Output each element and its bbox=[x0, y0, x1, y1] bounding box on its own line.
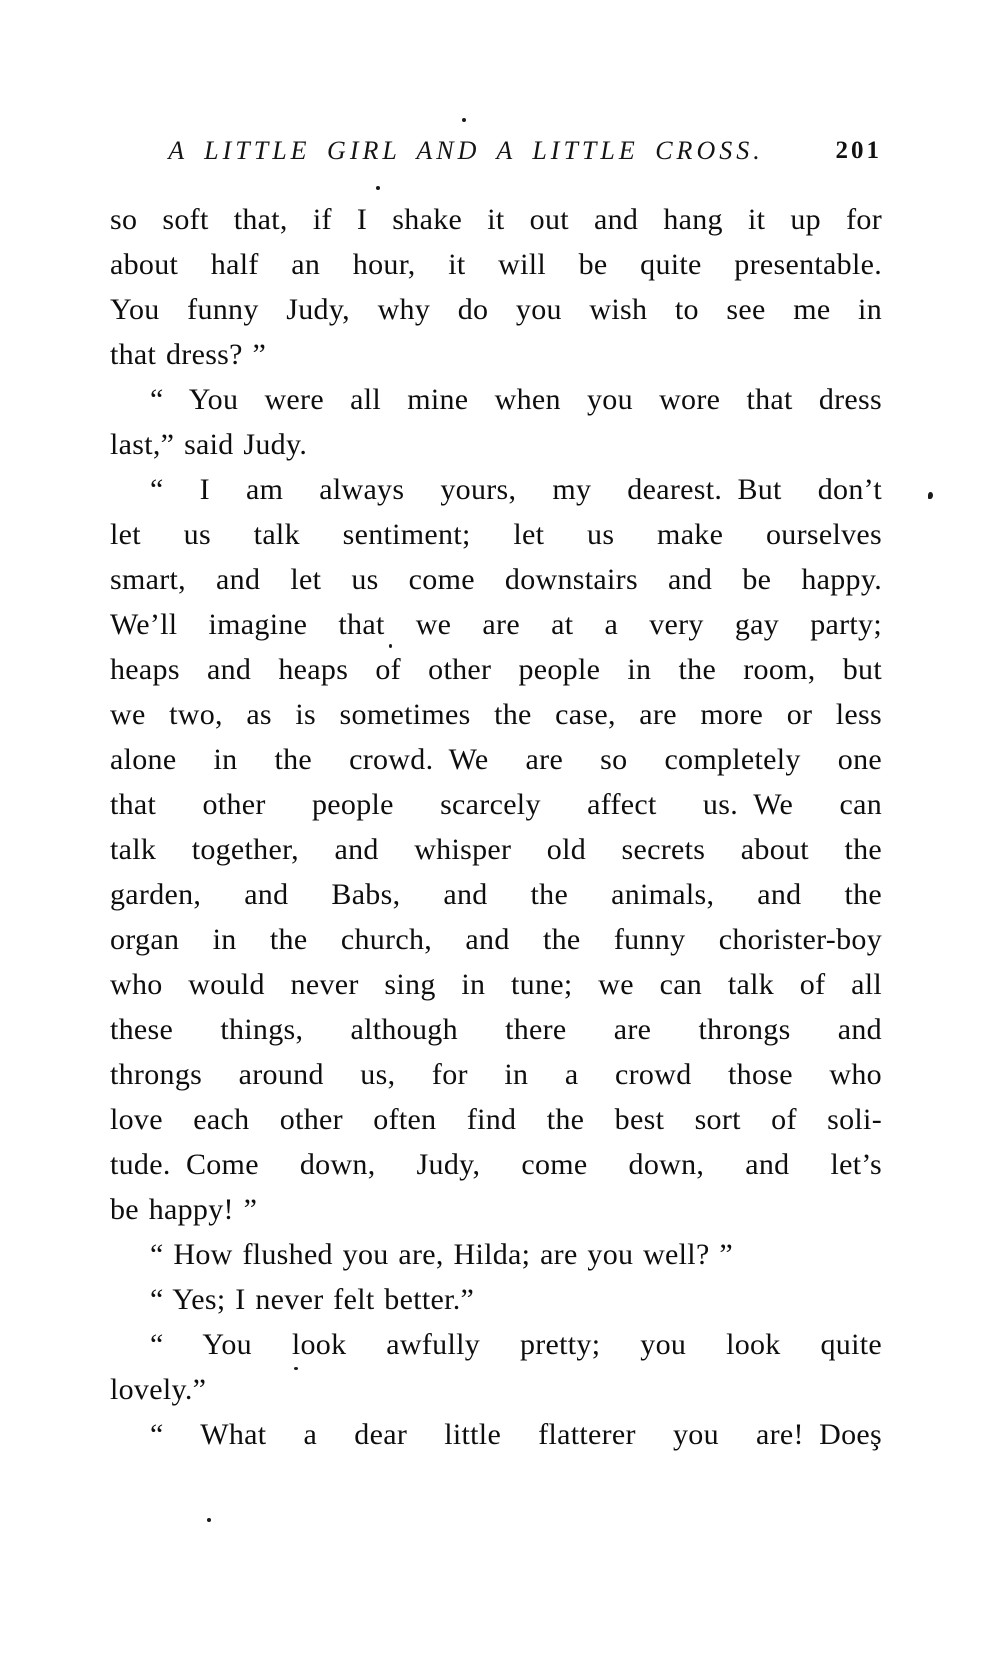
running-title: A LITTLE GIRL AND A LITTLE CROSS. bbox=[168, 136, 764, 165]
text-line: we two, as is sometimes the case, are more or less bbox=[110, 698, 882, 731]
text-line: that other people scarcely affect us. We can bbox=[110, 788, 882, 821]
ink-speck bbox=[207, 1518, 211, 1522]
text-line: lovely.” bbox=[110, 1373, 207, 1406]
page-number: 201 bbox=[835, 137, 882, 164]
text-line: last,” said Judy. bbox=[110, 428, 308, 461]
text-line: about half an hour, it will be quite presentable. bbox=[110, 248, 882, 281]
text-line: “ What a dear little flatterer you are! Doeş bbox=[150, 1418, 882, 1451]
body-text bbox=[110, 197, 882, 1457]
ink-speck bbox=[462, 118, 466, 122]
text-line: smart, and let us come downstairs and be happy. bbox=[110, 563, 882, 596]
ink-speck bbox=[294, 1367, 298, 1370]
text-line: talk together, and whisper old secrets about the bbox=[110, 833, 882, 866]
text-line: let us talk sentiment; let us make ourselves bbox=[110, 518, 882, 551]
text-line: these things, although there are throngs and bbox=[110, 1013, 882, 1046]
text-line: who would never sing in tune; we can talk of all bbox=[110, 968, 882, 1001]
text-line: “ I am always yours, my dearest. But don’t bbox=[150, 473, 882, 506]
text-line: You funny Judy, why do you wish to see me in bbox=[110, 293, 882, 326]
text-line: throngs around us, for in a crowd those who bbox=[110, 1058, 882, 1091]
text-line: “ Yes; I never felt better.” bbox=[150, 1283, 475, 1316]
text-line: organ in the church, and the funny chorister-boy bbox=[110, 923, 882, 956]
text-line: so soft that, if I shake it out and hang it up for bbox=[110, 203, 882, 236]
running-header bbox=[110, 136, 882, 176]
text-line: love each other often find the best sort of soli- bbox=[110, 1103, 882, 1136]
ink-speck bbox=[389, 644, 392, 648]
ink-speck bbox=[928, 492, 933, 499]
text-line: “ You look awfully pretty; you look quite bbox=[150, 1328, 882, 1361]
text-line: heaps and heaps of other people in the room, but bbox=[110, 653, 882, 686]
text-line: that dress? ” bbox=[110, 338, 267, 371]
text-line: alone in the crowd. We are so completely one bbox=[110, 743, 882, 776]
text-line: “ You were all mine when you wore that dress bbox=[150, 383, 882, 416]
text-line: tude. Come down, Judy, come down, and let’s bbox=[110, 1148, 882, 1181]
text-line: “ How flushed you are, Hilda; are you well? ” bbox=[150, 1238, 733, 1271]
ink-speck bbox=[376, 186, 380, 190]
text-line: be happy! ” bbox=[110, 1193, 258, 1226]
text-line: garden, and Babs, and the animals, and the bbox=[110, 878, 882, 911]
text-line: We’ll imagine that we are at a very gay party; bbox=[110, 608, 882, 641]
